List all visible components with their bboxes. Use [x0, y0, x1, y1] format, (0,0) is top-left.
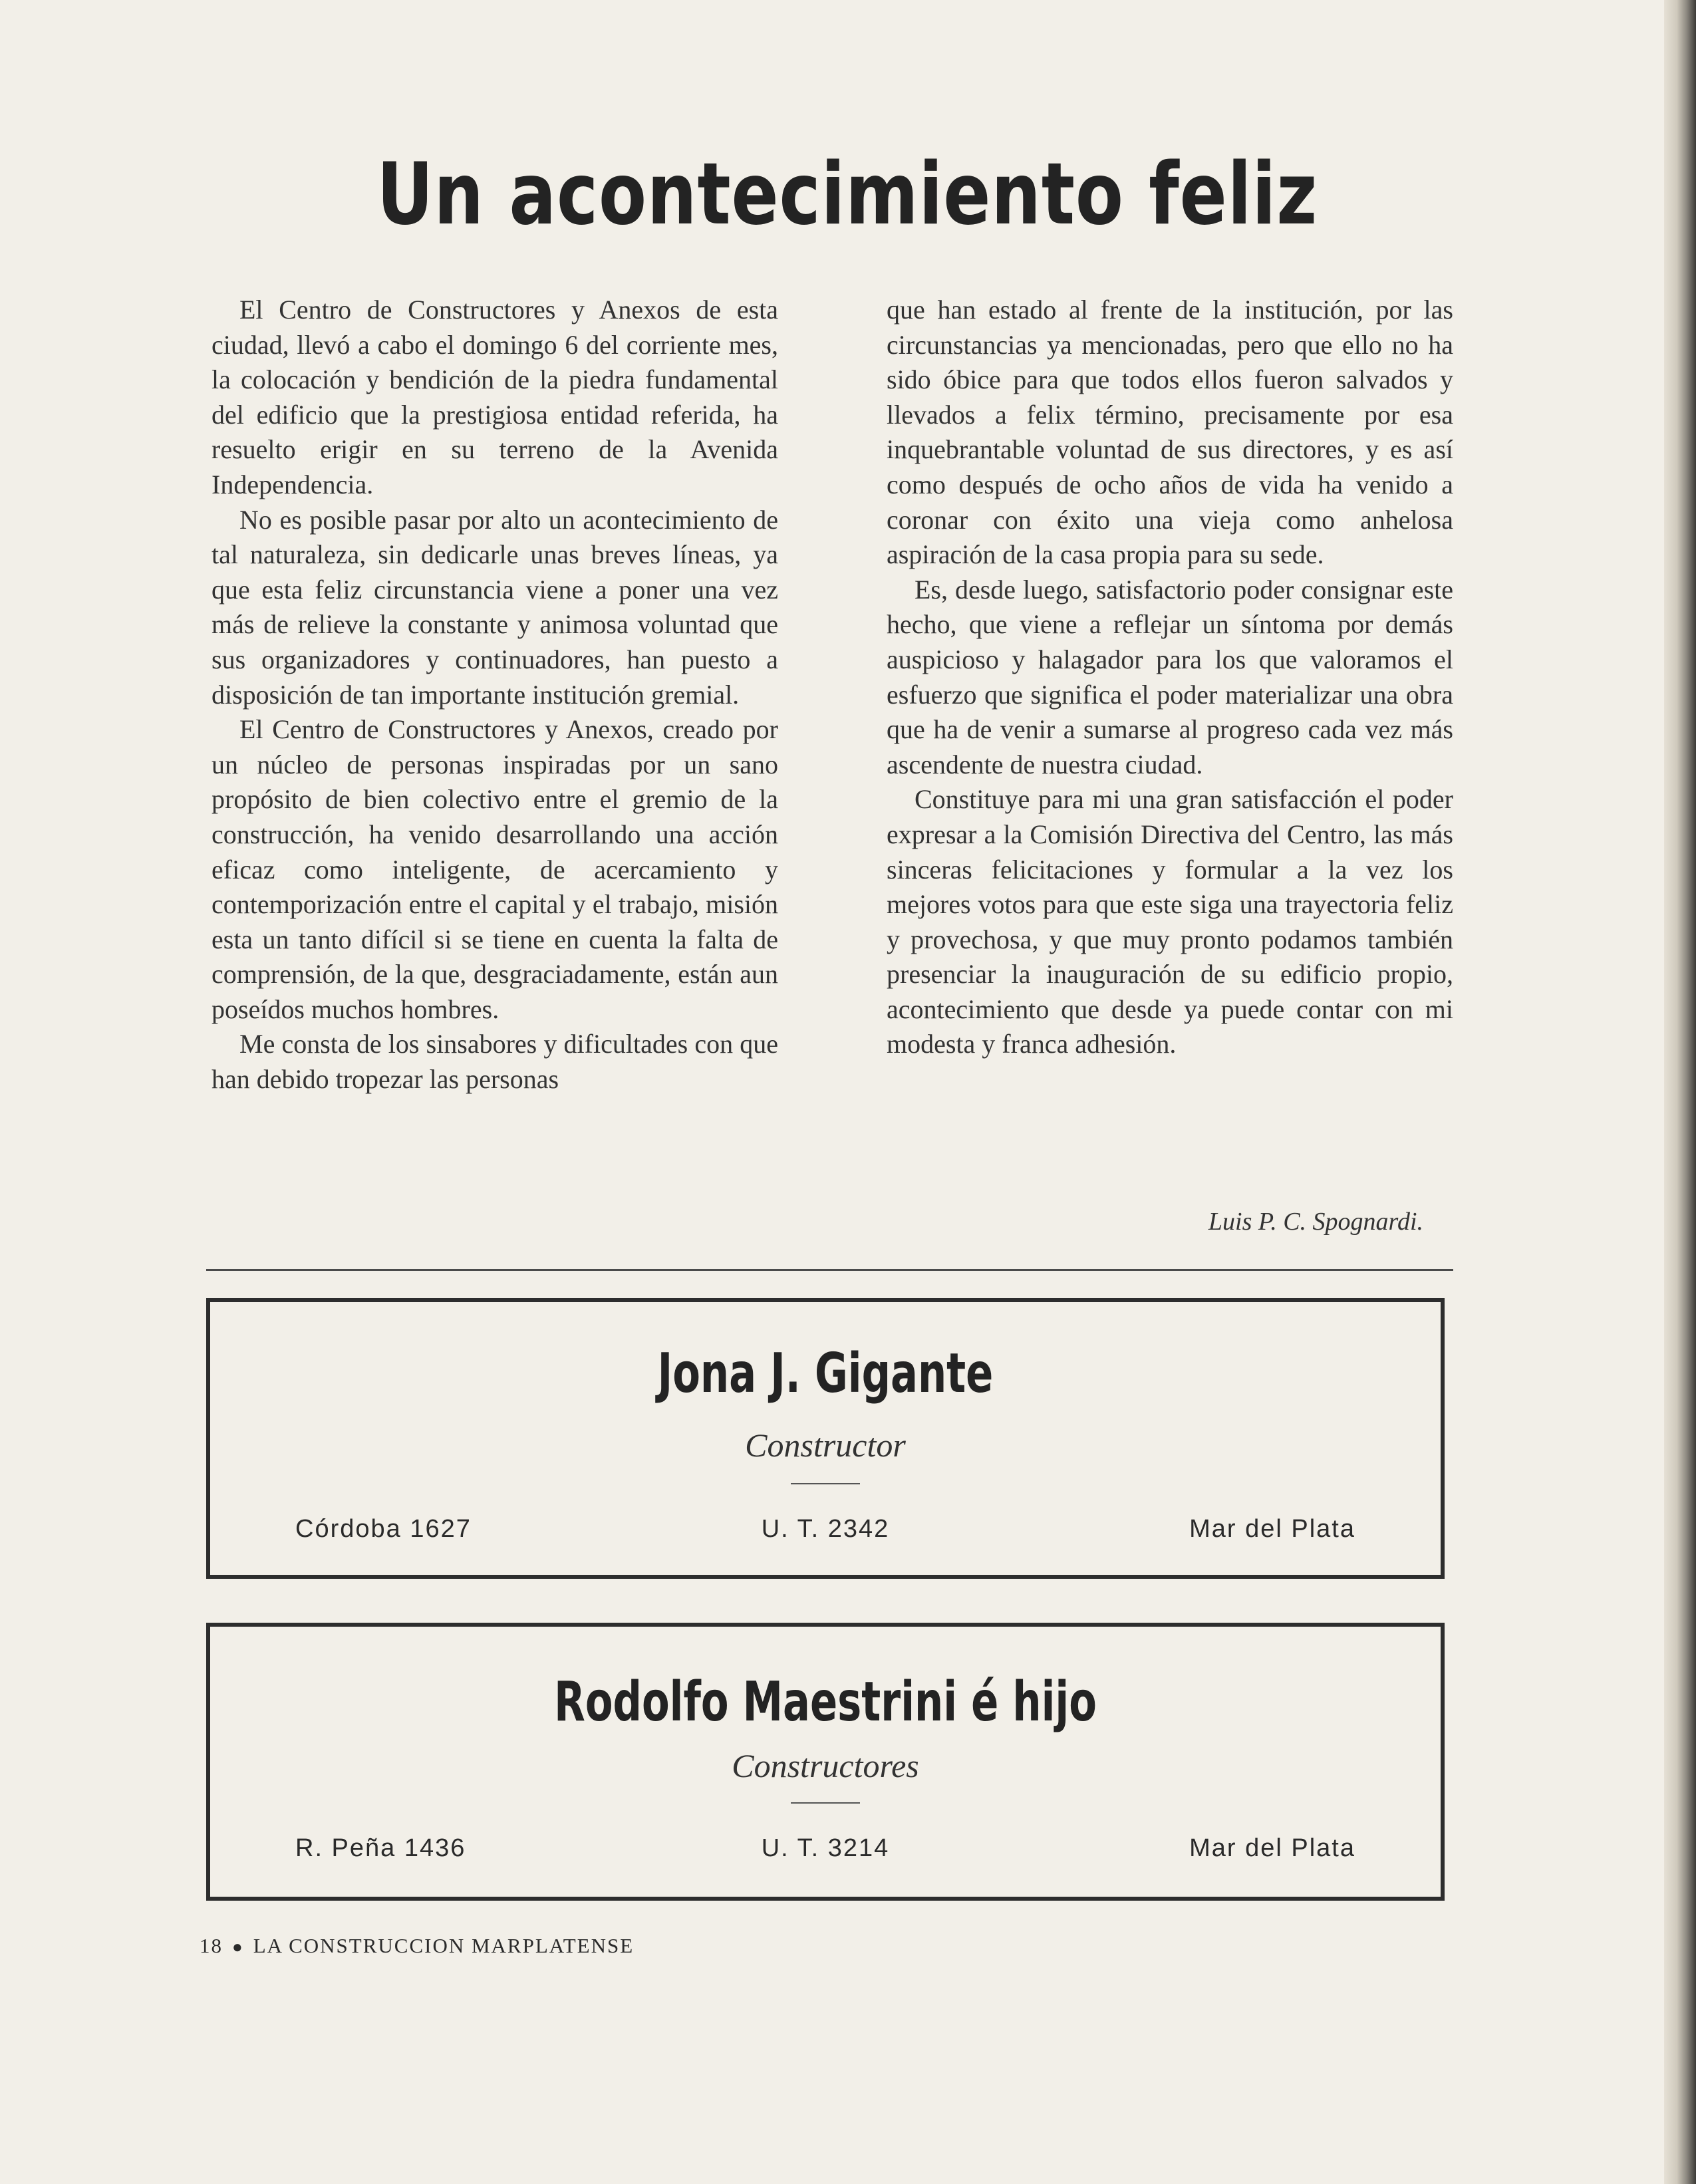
ad-city: Mar del Plata	[1189, 1515, 1355, 1543]
page-footer	[200, 1934, 634, 1958]
ad-address: R. Peña 1436	[295, 1834, 466, 1862]
advertisement-box	[206, 1623, 1445, 1901]
bullet-icon: ●	[232, 1937, 244, 1957]
article-paragraph: No es posible pasar por alto un acontecimiento de tal naturaleza, sin dedicarle unas breves líneas, ya que esta feliz circunstancia viene a poner una vez más de relieve la constante y animosa voluntad que sus organizadores y continuadores, han puesto a disposición de tan importante institución gremial.	[212, 504, 778, 710]
article-paragraph: Me consta de los sinsabores y dificultades con que han debido tropezar las personas	[212, 1029, 778, 1095]
article-paragraph: El Centro de Constructores y Anexos de esta ciudad, llevó a cabo el domingo 6 del corriente mes, la colocación y bendición de la piedra fundamental del edificio que la prestigiosa entidad referida, ha resuelto erigir en su terreno de la Avenida Independencia.	[212, 295, 778, 499]
section-divider	[206, 1269, 1453, 1271]
ad-company-role: Constructores	[732, 1747, 919, 1784]
ad-company-name: Rodolfo Maestrini é hijo	[554, 1671, 1097, 1734]
article-title: Un acontecimiento feliz	[376, 145, 1318, 244]
article-right-column	[887, 293, 1453, 1062]
author-signature: Luis P. C. Spognardi.	[1208, 1208, 1423, 1236]
ad-phone: U. T. 2342	[761, 1515, 890, 1543]
article-paragraph-continuation: que han estado al frente de la institución, por las circunstancias ya mencionadas, pero que ello no ha sido óbice para que todos ellos fueron salvados y llevados a felix término, precisamente por esa inquebrantable voluntad de sus directores, y es así como después de ocho años de vida ha venido a coronar con éxito una vieja como anhelosa aspiración de la casa propia para su sede.	[887, 295, 1453, 570]
ad-divider-line	[791, 1483, 860, 1484]
ad-phone: U. T. 3214	[761, 1834, 890, 1862]
advertisement-box	[206, 1298, 1445, 1579]
page-number: 18	[200, 1934, 223, 1957]
article-paragraph: El Centro de Constructores y Anexos, creado por un núcleo de personas inspiradas por un sano propósito de bien colectivo entre el gremio de la construcción, ha venido desarrollando una acción eficaz como inteligente, de acercamiento y contemporización entre el capital y el trabajo, misión esta un tanto difícil si se tiene en cuenta la falta de comprensión, de la que, desgraciadamente, están aun poseídos muchos hombres.	[212, 714, 778, 1024]
ad-company-role: Constructor	[745, 1427, 906, 1464]
ad-address: Córdoba 1627	[295, 1515, 472, 1543]
article-paragraph: Es, desde luego, satisfactorio poder consignar este hecho, que viene a reflejar un síntoma por demás auspicioso y halagador para los que valoramos el esfuerzo que significa el poder materializar una obra que ha de venir a sumarse al progreso cada vez más ascendente de nuestra ciudad.	[887, 574, 1453, 779]
ad-city: Mar del Plata	[1189, 1834, 1355, 1862]
page-binding-edge	[1664, 0, 1696, 2184]
publication-name: LA CONSTRUCCION MARPLATENSE	[253, 1934, 635, 1957]
ad-company-name: Jona J. Gigante	[657, 1342, 994, 1405]
article-left-column	[212, 293, 778, 1097]
ad-divider-line	[791, 1802, 860, 1804]
article-paragraph: Constituye para mi una gran satisfacción el poder expresar a la Comisión Directiva del Centro, las más sinceras felicitaciones y formular a la vez los mejores votos para que este siga una trayectoria feliz y provechosa, y que muy pronto podamos también presenciar la inauguración de su edificio propio, acontecimiento que desde ya puede contar con mi modesta y franca adhesión.	[887, 784, 1453, 1059]
